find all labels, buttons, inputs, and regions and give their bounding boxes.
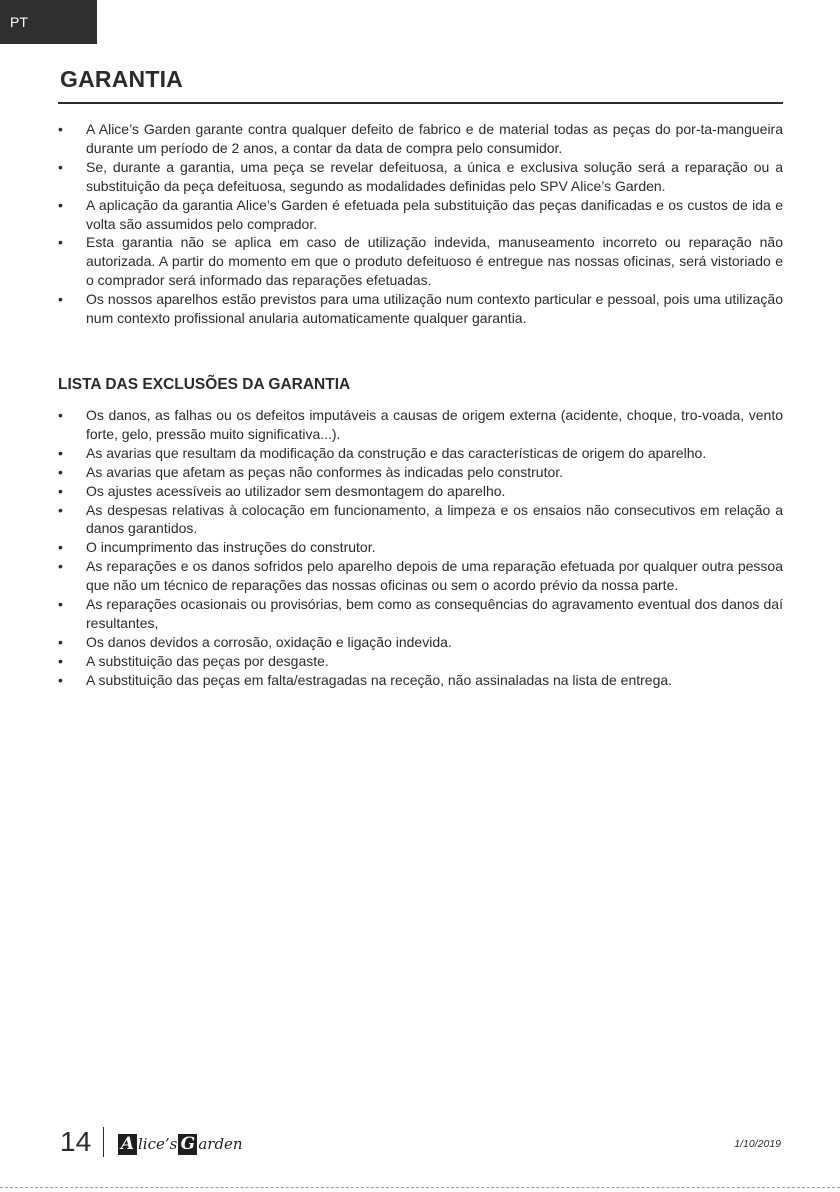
bullet-icon: • bbox=[58, 482, 63, 499]
list-item-text: A Alice’s Garden garante contra qualquer defeito de fabrico e de material todas as peças do por-ta-mangueira durante um período de 2 anos, a contar da data de compra pelo consumidor. bbox=[86, 121, 783, 156]
logo-text-second: arden bbox=[198, 1134, 243, 1153]
list-item bbox=[58, 652, 783, 671]
list-item bbox=[58, 406, 783, 444]
brand-logo bbox=[118, 1132, 244, 1156]
list-item bbox=[58, 595, 783, 633]
bullet-icon: • bbox=[58, 407, 63, 423]
bullet-icon: • bbox=[58, 463, 63, 480]
bullet-icon: • bbox=[58, 652, 63, 669]
list-item bbox=[58, 557, 783, 595]
title-divider bbox=[58, 102, 783, 104]
bullet-icon: • bbox=[58, 671, 63, 688]
page-title: GARANTIA bbox=[60, 66, 183, 92]
bullet-icon: • bbox=[58, 633, 63, 650]
guarantee-list bbox=[58, 120, 783, 328]
footer-divider bbox=[103, 1127, 104, 1157]
bullet-icon: • bbox=[58, 596, 63, 613]
list-item bbox=[58, 671, 783, 690]
bullet-icon: • bbox=[58, 121, 63, 137]
list-item-text: As despesas relativas à colocação em funcionamento, a limpeza e os ensaios não consecutivos em relação a danos garantidos. bbox=[86, 501, 783, 537]
bullet-icon: • bbox=[58, 444, 63, 461]
list-item bbox=[58, 633, 783, 652]
bullet-icon: • bbox=[58, 196, 63, 213]
logo-text-first: lice’s bbox=[138, 1134, 178, 1153]
bullet-icon: • bbox=[58, 234, 63, 251]
list-item-text: As avarias que afetam as peças não conformes às indicadas pelo construtor. bbox=[86, 463, 564, 480]
list-item bbox=[58, 290, 783, 328]
page-footer bbox=[58, 1124, 783, 1160]
exclusions-list bbox=[58, 406, 783, 690]
list-item-text: Se, durante a garantia, uma peça se revelar defeituosa, a única e exclusiva solução será a reparação ou a substituição da peça defeituosa, segundo as modalidades definidas pelo SPV Alice’s Garden. bbox=[86, 158, 783, 194]
list-item-text: A substituição das peças por desgaste. bbox=[86, 652, 329, 669]
list-item-text: Esta garantia não se aplica em caso de utilização indevida, manuseamento incorreto ou reparação não autorizada. A partir do momento em que o produto defeituoso é entregue nas nossas oficinas, será vistoriado e o comprador será informado das reparações efetuadas. bbox=[86, 234, 783, 289]
list-item-text: O incumprimento das instruções do construtor. bbox=[86, 539, 376, 556]
bullet-icon: • bbox=[58, 158, 63, 175]
list-item bbox=[58, 233, 783, 290]
list-item bbox=[58, 196, 783, 234]
bullet-icon: • bbox=[58, 501, 63, 518]
logo-letter-a: A bbox=[118, 1134, 137, 1155]
language-tab: PT bbox=[0, 0, 97, 44]
bullet-icon: • bbox=[58, 539, 63, 556]
list-item bbox=[58, 158, 783, 196]
list-item bbox=[58, 463, 783, 482]
list-item bbox=[58, 444, 783, 463]
list-item bbox=[58, 501, 783, 539]
list-item-text: As avarias que resultam da modificação da construção e das características de origem do aparelho. bbox=[86, 444, 707, 461]
list-item-text: Os danos, as falhas ou os defeitos imputáveis a causas de origem externa (acidente, choque, tro-voada, vento forte, gelo, pressão muito significativa...). bbox=[86, 407, 783, 442]
page-edge-divider bbox=[0, 1187, 840, 1188]
page-number: 14 bbox=[60, 1126, 92, 1157]
list-item-text: A substituição das peças em falta/estragadas na receção, não assinaladas na lista de entrega. bbox=[86, 671, 673, 688]
list-item-text: Os nossos aparelhos estão previstos para uma utilização num contexto particular e pessoal, pois uma utilização num contexto profissional anularia automaticamente qualquer garantia. bbox=[86, 291, 783, 327]
exclusions-title: LISTA DAS EXCLUSÕES DA GARANTIA bbox=[58, 376, 351, 393]
document-date: 1/10/2019 bbox=[734, 1138, 781, 1150]
list-item bbox=[58, 482, 783, 501]
logo-letter-g: G bbox=[178, 1134, 197, 1155]
list-item bbox=[58, 538, 783, 557]
bullet-icon: • bbox=[58, 291, 63, 308]
list-item bbox=[58, 120, 783, 158]
bullet-icon: • bbox=[58, 558, 63, 575]
list-item-text: Os ajustes acessíveis ao utilizador sem desmontagem do aparelho. bbox=[86, 482, 506, 499]
list-item-text: A aplicação da garantia Alice’s Garden é efetuada pela substituição das peças danificadas e os custos de ida e volta são assumidos pelo comprador. bbox=[86, 196, 783, 232]
list-item-text: Os danos devidos a corrosão, oxidação e ligação indevida. bbox=[86, 633, 452, 650]
list-item-text: As reparações ocasionais ou provisórias, bem como as consequências do agravamento eventual dos danos daí resultantes, bbox=[86, 596, 783, 631]
list-item-text: As reparações e os danos sofridos pelo aparelho depois de uma reparação efetuada por qualquer outra pessoa que não um técnico de reparações das nossas oficinas ou sem o acordo prévio da nossa parte. bbox=[86, 558, 783, 594]
